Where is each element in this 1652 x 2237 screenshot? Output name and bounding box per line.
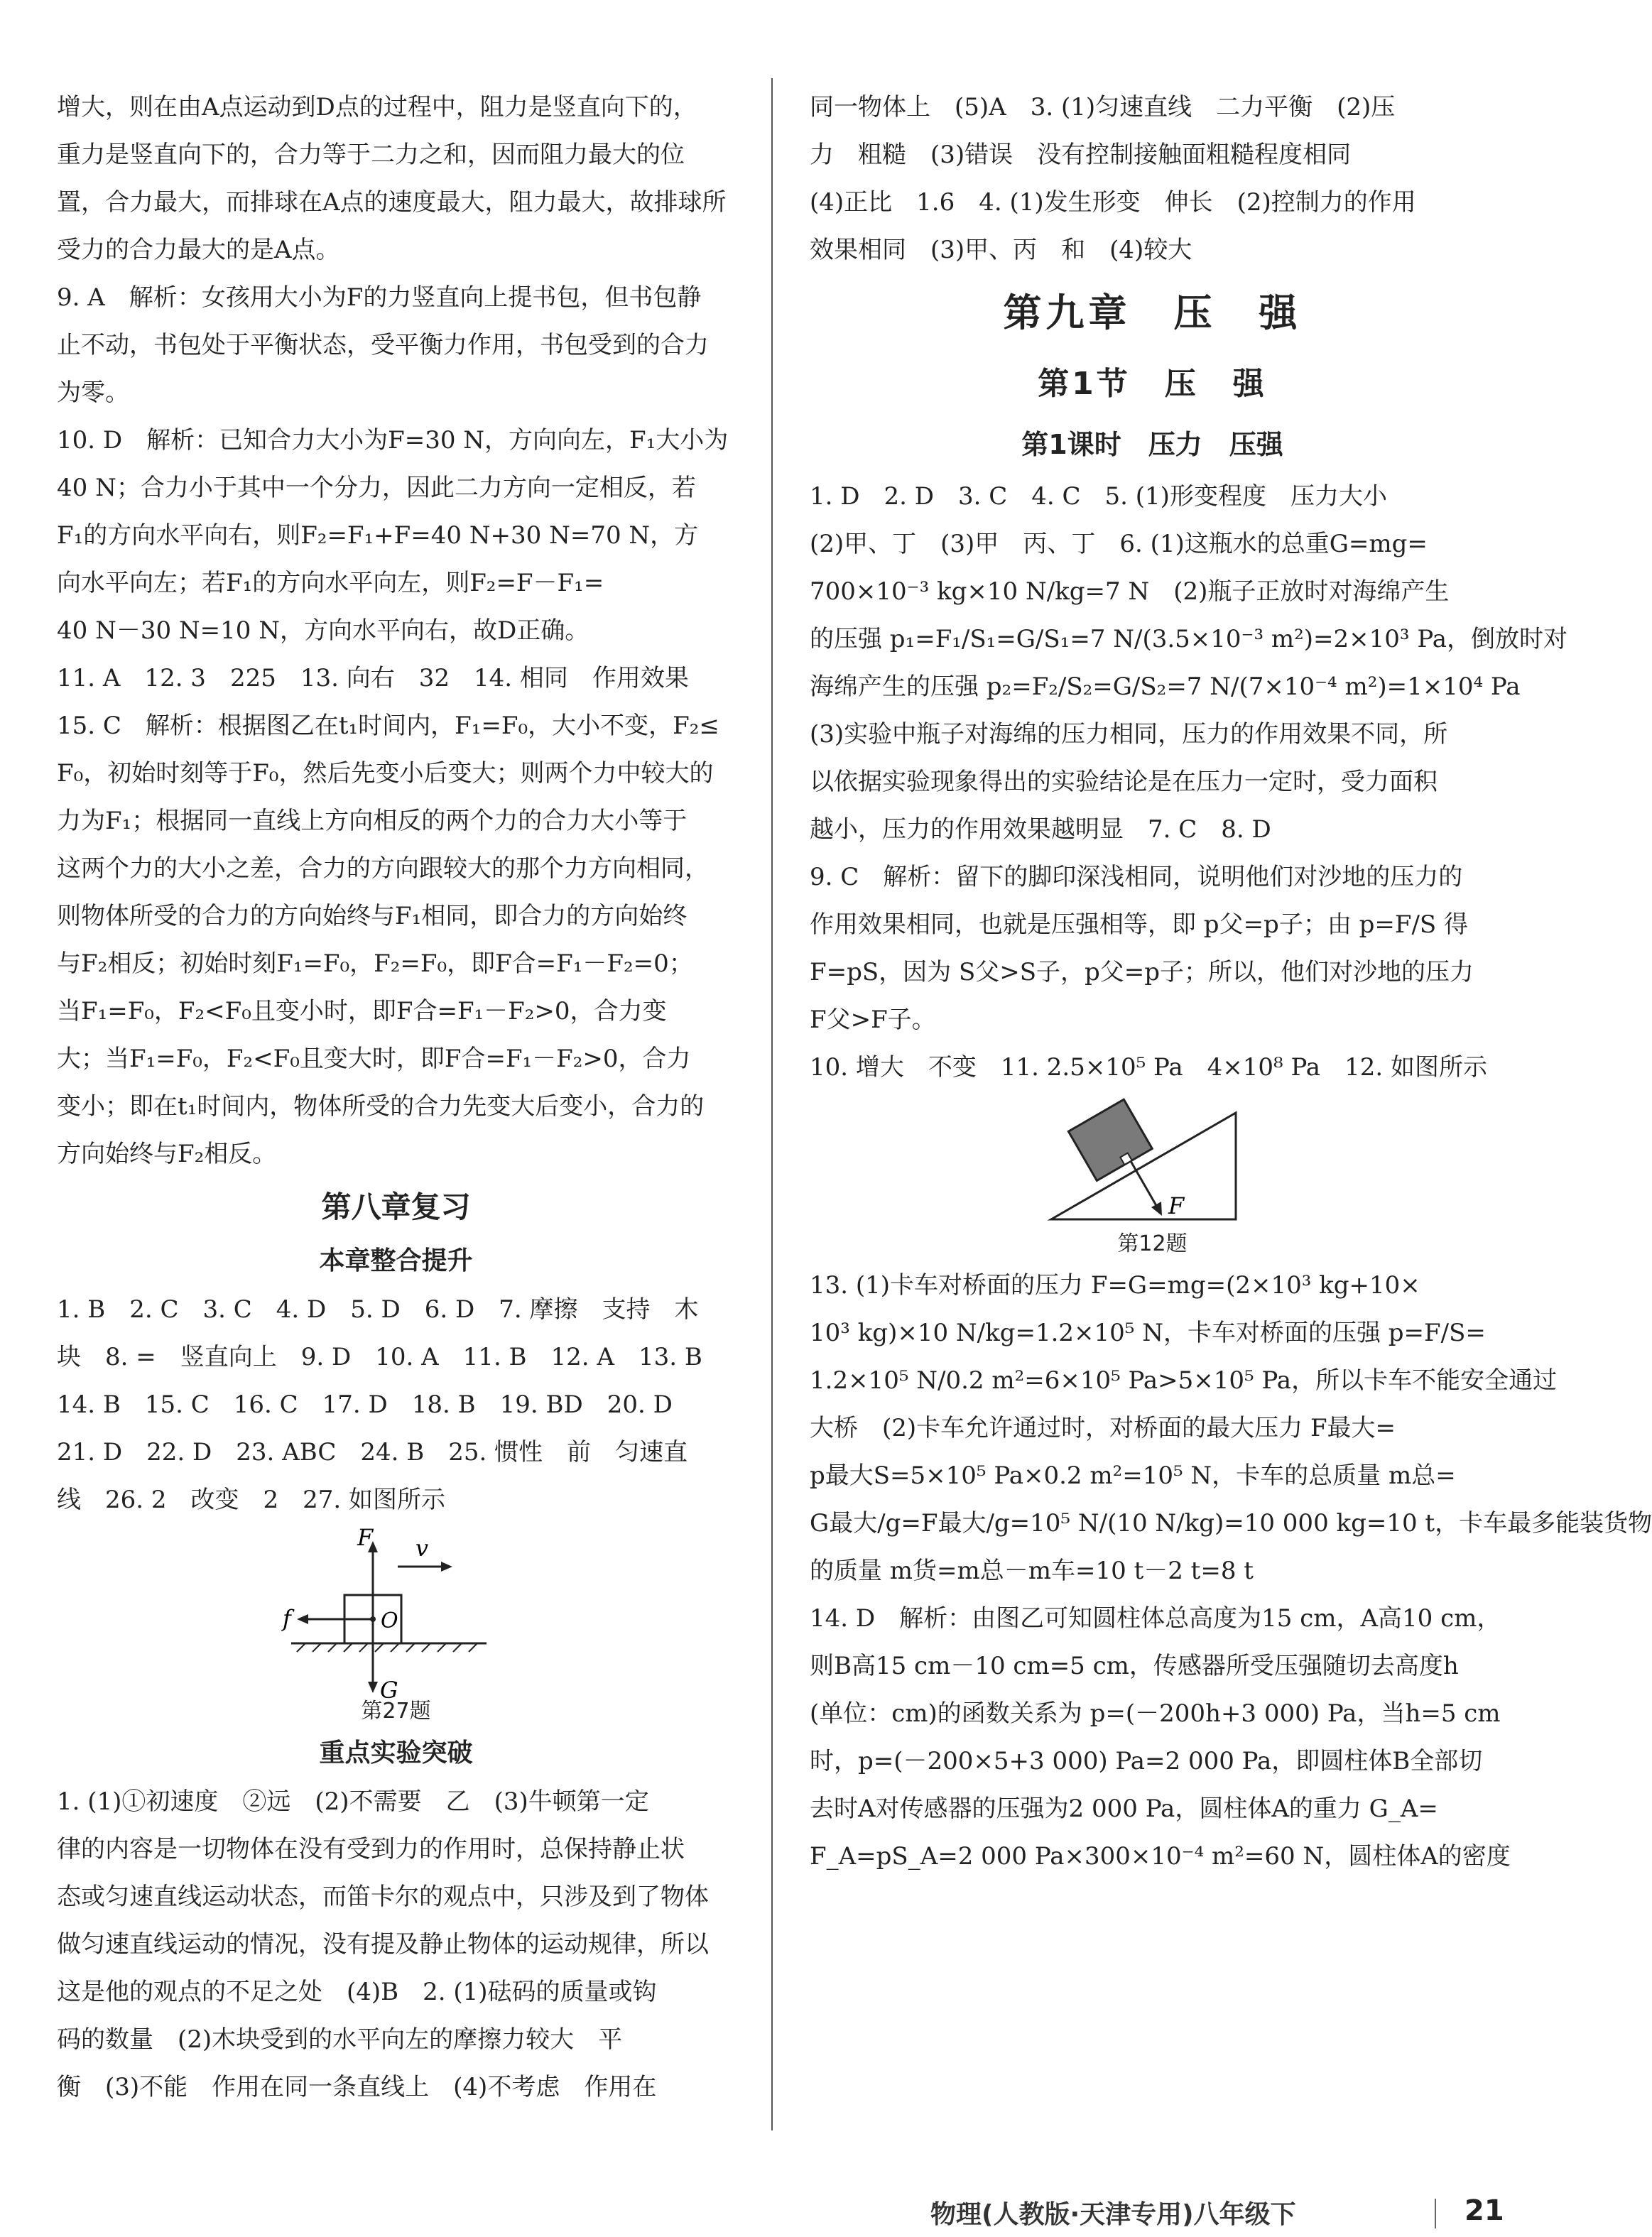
text-line: 14. D 解析：由图乙可知圆柱体总高度为15 cm，A高10 cm， <box>810 1604 1501 1633</box>
text-line: 9. A 解析：女孩用大小为F的力竖直向上提书包，但书包静 <box>57 283 702 312</box>
label-F: F <box>1168 1192 1185 1219</box>
text-line: 衡 (3)不能 作用在同一条直线上 (4)不考虑 作用在 <box>57 2073 657 2101</box>
text-line: 作用效果相同，也就是压强相等，即 p父=p子；由 p=F/S 得 <box>810 910 1469 939</box>
footer-divider <box>1435 2199 1436 2228</box>
text-line: F=pS，因为 S父>S子，p父=p子；所以，他们对沙地的压力 <box>810 958 1474 986</box>
text-line: 14. B 15. C 16. C 17. D 18. B 19. BD 20. D <box>57 1390 673 1419</box>
text-line: 1. B 2. C 3. C 4. D 5. D 6. D 7. 摩擦 支持 木 <box>57 1295 699 1324</box>
text-line: p最大S=5×10⁵ Pa×0.2 m²=10⁵ N，卡车的总质量 m总= <box>810 1462 1456 1490</box>
text-line: 力为F₁；根据同一直线上方向相反的两个力的合力大小等于 <box>57 807 688 835</box>
text-line: 13. (1)卡车对桥面的压力 F=G=mg=(2×10³ kg+10× <box>810 1271 1420 1300</box>
chapter8-review-title: 第八章复习 <box>321 1190 471 1224</box>
answers-block-experiment <box>57 1778 735 2111</box>
text-line: 1. (1)①初速度 ②远 (2)不需要 乙 (3)牛顿第一定 <box>57 1787 649 1816</box>
chapter9-title: 第九章 压 强 <box>1003 290 1302 335</box>
text-line: 11. A 12. 3 225 13. 向右 32 14. 相同 作用效果 <box>57 664 689 692</box>
text-line: 大桥 (2)卡车允许通过时，对桥面的最大压力 F最大= <box>810 1414 1396 1442</box>
text-line: 与F₂相反；初始时刻F₁=F₀，F₂=F₀，即F合=F₁－F₂=0； <box>57 949 693 978</box>
right-column <box>810 84 1652 1881</box>
text-line: 大；当F₁=F₀，F₂<F₀且变大时，即F合=F₁－F₂>0，合力 <box>57 1045 691 1073</box>
section1-title: 第1节 压 强 <box>1038 366 1267 402</box>
text-line: 的压强 p₁=F₁/S₁=G/S₁=7 N/(3.5×10⁻³ m²)=2×10³ Pa，倒放时对 <box>810 625 1567 653</box>
text-line: 码的数量 (2)木块受到的水平向左的摩擦力较大 平 <box>57 2025 623 2054</box>
text-line: 块 8. = 竖直向上 9. D 10. A 11. B 12. A 13. B <box>57 1343 702 1371</box>
answers-block-ch8-tail <box>57 84 735 1178</box>
page-number: 21 <box>1464 2194 1504 2227</box>
label-f: f <box>283 1605 291 1632</box>
answers-block-lesson1 <box>810 473 1567 1092</box>
text-line: 则物体所受的合力的方向始终与F₁相同，即合力的方向始终 <box>57 902 688 930</box>
text-line: F₁的方向水平向右，则F₂=F₁+F=40 N+30 N=70 N，方 <box>57 521 699 550</box>
text-line: 10. 增大 不变 11. 2.5×10⁵ Pa 4×10⁸ Pa 12. 如图所示 <box>810 1053 1487 1082</box>
text-line: 21. D 22. D 23. ABC 24. B 25. 惯性 前 匀速直 <box>57 1438 688 1466</box>
text-line: 当F₁=F₀，F₂<F₀且变小时，即F合=F₁－F₂>0，合力变 <box>57 997 667 1025</box>
text-line: (单位：cm)的函数关系为 p=(－200h+3 000) Pa，当h=5 cm <box>810 1699 1501 1728</box>
text-line: F₀，初始时刻等于F₀，然后先变小后变大；则两个力中较大的 <box>57 759 714 788</box>
text-line: 止不动，书包处于平衡状态，受平衡力作用，书包受到的合力 <box>57 331 709 359</box>
text-line: 置，合力最大，而排球在A点的速度最大，阻力最大，故排球所 <box>57 188 727 217</box>
text-line: 则B高15 cm－10 cm=5 cm，传感器所受压强随切去高度h <box>810 1652 1459 1680</box>
text-line: 9. C 解析：留下的脚印深浅相同，说明他们对沙地的压力的 <box>810 863 1463 891</box>
text-line: 增大，则在由A点运动到D点的过程中，阻力是竖直向下的， <box>57 93 697 121</box>
column-divider <box>771 78 773 2130</box>
text-line: 时，p=(－200×5+3 000) Pa=2 000 Pa，即圆柱体B全部切 <box>810 1747 1483 1775</box>
text-line: 15. C 解析：根据图乙在t₁时间内，F₁=F₀，大小不变，F₂≤ <box>57 712 719 740</box>
label-O: O <box>381 1609 398 1633</box>
book-title: 物理(人教版·天津专用)八年级下 <box>930 2200 1296 2229</box>
text-line: 力 粗糙 (3)错误 没有控制接触面粗糙程度相同 <box>810 141 1352 169</box>
text-line: 10. D 解析：已知合力大小为F=30 N，方向向左，F₁大小为 <box>57 426 729 455</box>
page-footer <box>916 2194 1527 2237</box>
text-line: (3)实验中瓶子对海绵的压力相同，压力的作用效果不同，所 <box>810 720 1448 749</box>
label-G: G <box>380 1677 398 1704</box>
pressure-arrow <box>1131 1161 1158 1208</box>
text-line: 律的内容是一切物体在没有受到力的作用时，总保持静止状 <box>57 1835 685 1863</box>
text-line: (2)甲、丁 (3)甲 丙、丁 6. (1)这瓶水的总重G=mg= <box>810 530 1428 558</box>
text-line: 同一物体上 (5)A 3. (1)匀速直线 二力平衡 (2)压 <box>810 93 1396 121</box>
text-line: 这是他的观点的不足之处 (4)B 2. (1)砝码的质量或钩 <box>57 1978 657 2006</box>
text-line: 方向始终与F₂相反。 <box>57 1140 277 1168</box>
text-line: 1. D 2. D 3. C 4. C 5. (1)形变程度 压力大小 <box>810 482 1387 511</box>
label-F: F <box>357 1524 374 1551</box>
integration-title: 本章整合提升 <box>319 1246 473 1275</box>
text-line: (4)正比 1.6 4. (1)发生形变 伸长 (2)控制力的作用 <box>810 188 1416 217</box>
text-line: 海绵产生的压强 p₂=F₂/S₂=G/S₂=7 N/(7×10⁻⁴ m²)=1×10⁴ Pa <box>810 673 1521 701</box>
text-line: 以依据实验现象得出的实验结论是在压力一定时，受力面积 <box>810 768 1438 796</box>
text-line: 变小；即在t₁时间内，物体所受的合力先变大后变小，合力的 <box>57 1092 705 1121</box>
figure-27-caption: 第27题 <box>361 1699 431 1724</box>
text-line: 40 N；合力小于其中一个分力，因此二力方向一定相反，若 <box>57 474 696 502</box>
text-line: 700×10⁻³ kg×10 N/kg=7 N (2)瓶子正放时对海绵产生 <box>810 577 1450 606</box>
label-v: v <box>415 1535 429 1562</box>
text-line: 1.2×10⁵ N/0.2 m²=6×10⁵ Pa>5×10⁵ Pa，所以卡车不能安全通过 <box>810 1366 1558 1395</box>
experiment-title: 重点实验突破 <box>319 1738 473 1768</box>
text-line: 越小，压力的作用效果越明显 7. C 8. D <box>810 815 1271 844</box>
ground-hatching <box>297 1643 477 1652</box>
answers-block-continued <box>810 84 1495 274</box>
text-line: 受力的合力最大的是A点。 <box>57 236 340 264</box>
figure-27 <box>57 1524 735 1702</box>
figure-12 <box>810 1092 1495 1234</box>
answers-block-integration <box>57 1286 735 1524</box>
left-column <box>57 84 735 2111</box>
figure-12-caption: 第12题 <box>1117 1231 1188 1256</box>
text-line: 10³ kg)×10 N/kg=1.2×10⁵ N，卡车对桥面的压强 p=F/S= <box>810 1319 1486 1347</box>
lesson1-title: 第1课时 压力 压强 <box>1021 429 1283 460</box>
text-line: 做匀速直线运动的情况，没有提及静止物体的运动规律，所以 <box>57 1930 709 1959</box>
text-line: 重力是竖直向下的，合力等于二力之和，因而阻力最大的位 <box>57 141 685 169</box>
text-line: 效果相同 (3)甲、丙 和 (4)较大 <box>810 236 1192 264</box>
answers-block-problems <box>810 1262 1652 1881</box>
text-line: G最大/g=F最大/g=10⁵ N/(10 N/kg)=10 000 kg=10 t，卡车最多能装货物 <box>810 1509 1652 1537</box>
text-line: 的质量 m货=m总－m车=10 t－2 t=8 t <box>810 1557 1254 1585</box>
text-line: 线 26. 2 改变 2 27. 如图所示 <box>57 1486 446 1514</box>
text-line: 为零。 <box>57 379 129 407</box>
text-line: 向水平向左；若F₁的方向水平向左，则F₂=F－F₁= <box>57 569 604 597</box>
text-line: 40 N－30 N=10 N，方向水平向右，故D正确。 <box>57 616 589 645</box>
figure-27-diagram <box>57 1524 735 1702</box>
text-line: 这两个力的大小之差，合力的方向跟较大的那个力方向相同， <box>57 854 709 883</box>
text-line: F父>F子。 <box>810 1006 936 1034</box>
text-line: 态或匀速直线运动状态，而笛卡尔的观点中，只涉及到了物体 <box>57 1883 709 1911</box>
figure-12-diagram <box>810 1092 1495 1234</box>
text-line: F_A=pS_A=2 000 Pa×300×10⁻⁴ m²=60 N，圆柱体A的密度 <box>810 1842 1511 1871</box>
text-line: 去时A对传感器的压强为2 000 Pa，圆柱体A的重力 G_A= <box>810 1795 1438 1823</box>
